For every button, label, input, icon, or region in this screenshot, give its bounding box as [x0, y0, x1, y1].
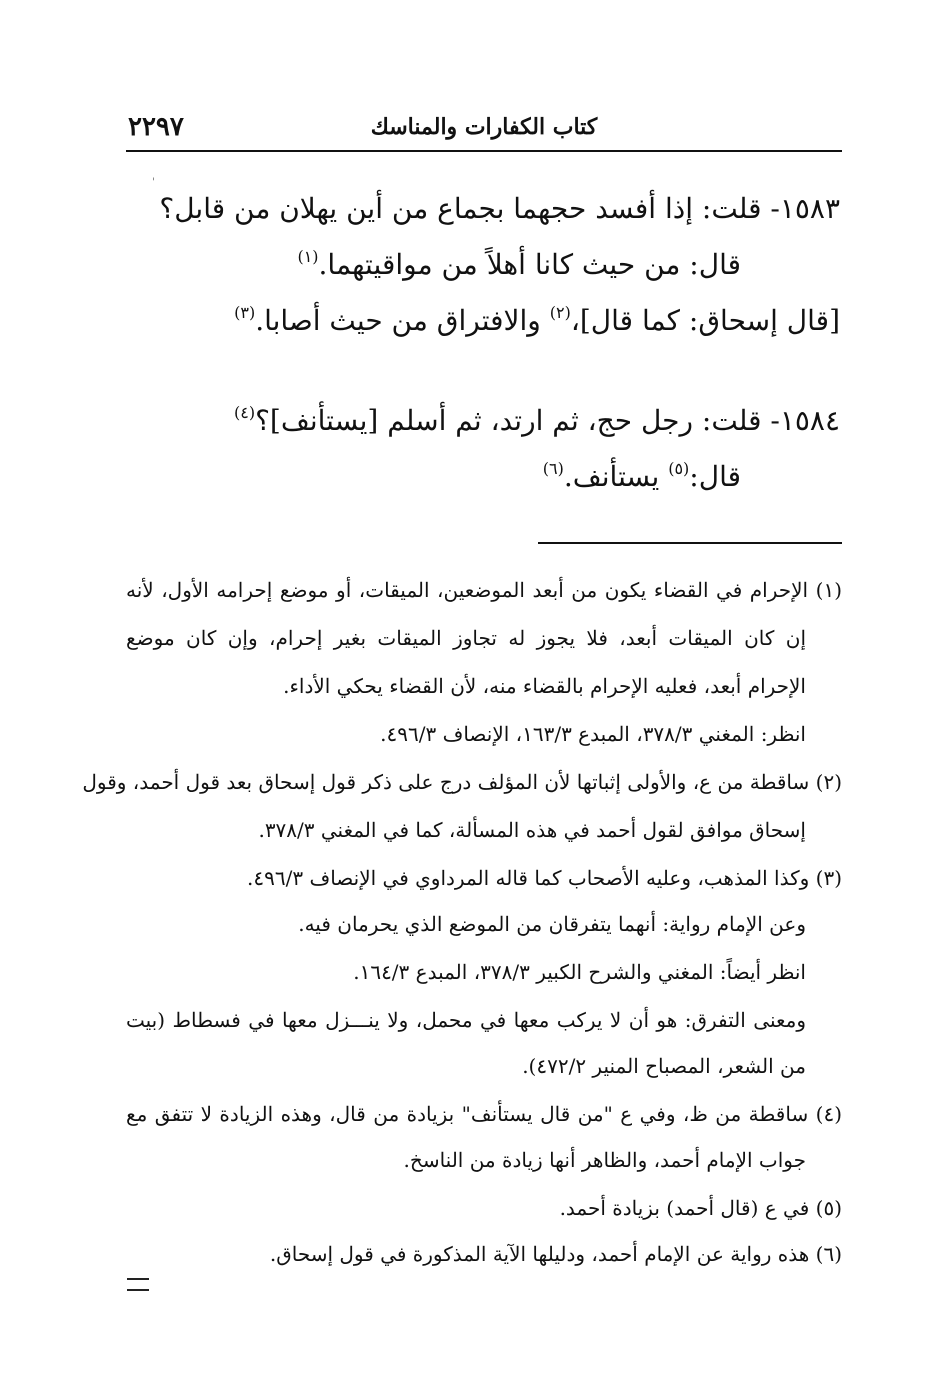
footnote-2-line-1: (٢) ساقطة من ع، والأولى إثباتها لأن المؤلف درج على ذكر قول إسحاق بعد قول أحمد، وقول [82, 770, 842, 794]
ishaq-text-a: [قال إسحاق: كما قال]، [570, 304, 840, 337]
issue-1584-question [234, 404, 840, 437]
footnote-3-line-4: ومعنى التفرق: هو أن لا يركب معها في محمل، ولا ينـــزل معها في فسطاط (بيت [126, 1008, 806, 1032]
footnote-3-line-2: وعن الإمام رواية: أنهما يتفرقان من الموضع الذي يحرمان فيه. [298, 912, 806, 936]
answer-text: قال: من حيث كانا أهلاً من مواقيتهما. [318, 248, 741, 281]
double-rule-mark [127, 1278, 149, 1291]
footnote-4-line-1: (٤) ساقطة من ظ، وفي ع "من قال يستأنف" بزيادة من قال، وهذه الزيادة لا تتفق مع [126, 1102, 842, 1126]
issue-1583-question: ١٥٨٣- قلت: إذا أفسد حجهما بجماع من أين يهلان من قابل؟ [159, 192, 840, 225]
page-number: ٢٢٩٧ [128, 112, 184, 142]
footnote-1-line-3: الإحرام أبعد، فعليه الإحرام بالقضاء منه، لأن القضاء يحكي الأداء. [283, 674, 806, 698]
answer-label: قال: [689, 460, 741, 493]
footnote-3-line-5: من الشعر، المصباح المنير ٤٧٢/٢). [522, 1054, 806, 1078]
footnote-2-line-2: إسحاق موافق لقول أحمد في هذه المسألة، كما في المغني ٣٧٨/٣. [258, 818, 806, 842]
footnote-separator [538, 542, 842, 544]
issue-1584-answer [543, 460, 741, 493]
answer-text: يستأنف. [563, 460, 669, 493]
footnote-ref-6[interactable]: (٦) [542, 459, 564, 478]
footnote-ref-4[interactable]: (٤) [233, 403, 256, 422]
footnote-6-line-1: (٦) هذه رواية عن الإمام أحمد، ودليلها الآية المذكورة في قول إسحاق. [269, 1242, 842, 1266]
margin-mark: ' [152, 177, 155, 188]
issue-1583-ishaq [234, 304, 840, 337]
footnote-ref-1[interactable]: (١) [297, 247, 319, 266]
footnote-3-line-3: انظر أيضاً: المغني والشرح الكبير ٣٧٨/٣، المبدع ١٦٤/٣. [353, 960, 806, 984]
running-header [126, 110, 842, 152]
ishaq-text-b: والافتراق من حيث أصابا. [255, 304, 550, 337]
footnote-ref-3[interactable]: (٣) [234, 303, 256, 322]
footnote-1-line-4: انظر: المغني ٣٧٨/٣، المبدع ١٦٣/٣، الإنصاف ٤٩٦/٣. [380, 722, 806, 746]
footnote-ref-5[interactable]: (٥) [668, 459, 690, 478]
issue-1583-answer [297, 248, 741, 281]
footnote-5-line-1: (٥) في ع (قال أحمد) بزيادة أحمد. [559, 1196, 842, 1220]
footnote-1-line-2: إن كان الميقات أبعد، فلا يجوز له تجاوز الميقات بغير إحرام، وإن كان موضع [126, 626, 806, 650]
footnote-3-line-1: (٣) وكذا المذهب، وعليه الأصحاب كما قاله المرداوي في الإنصاف ٤٩٦/٣. [247, 866, 842, 890]
question-text: ١٥٨٤- قلت: رجل حج، ثم ارتد، ثم أسلم [يستأنف]؟ [255, 404, 840, 437]
footnote-ref-2[interactable]: (٢) [549, 303, 571, 322]
book-title: كتاب الكفارات والمناسك [370, 114, 598, 140]
footnote-1-line-1: (١) الإحرام في القضاء يكون من أبعد الموضعين، الميقات، أو موضع إحرامه الأول، لأنه [126, 578, 842, 602]
footnote-4-line-2: جواب الإمام أحمد، والظاهر أنها زيادة من الناسخ. [403, 1148, 806, 1172]
